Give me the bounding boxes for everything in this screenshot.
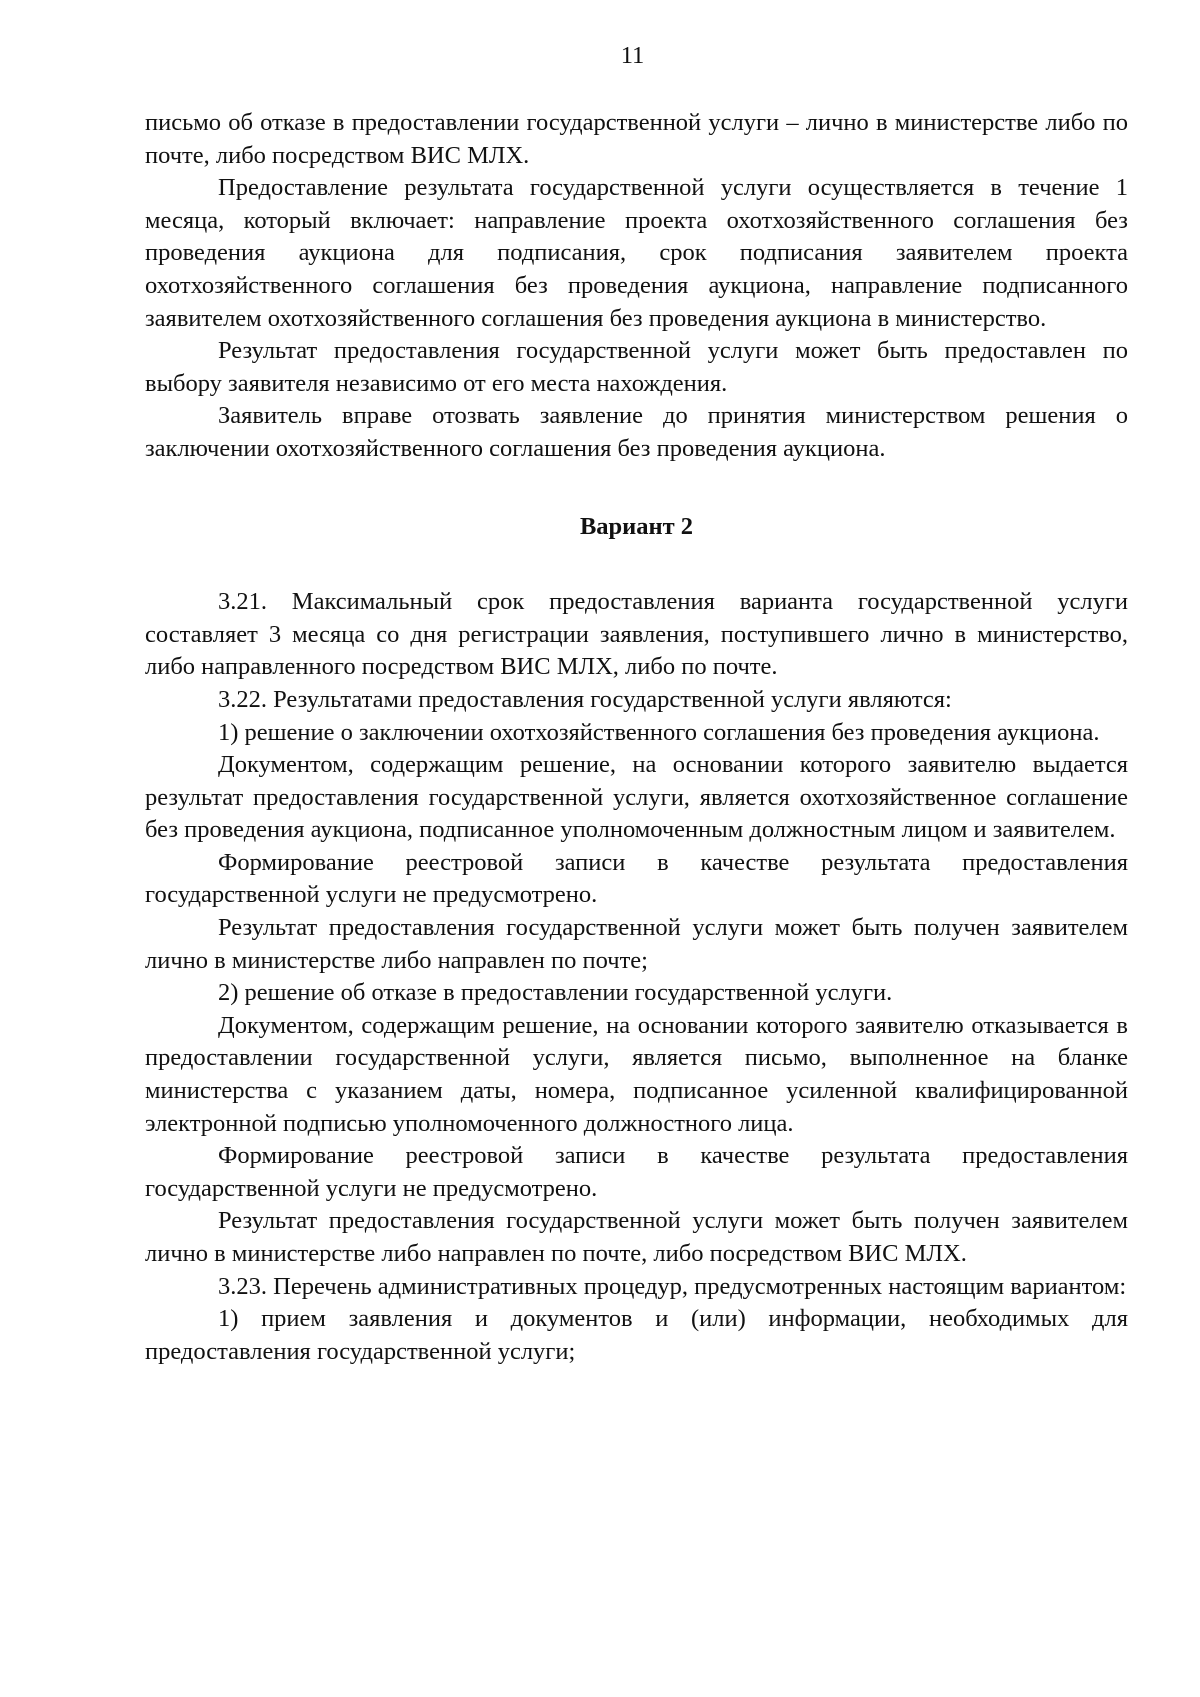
paragraph: Результат предоставления государственной услуги может быть предоставлен по выбору заявителя независимо от его места нахождения. bbox=[145, 337, 1128, 397]
paragraph: 1) прием заявления и документов и (или) информации, необходимых для предоставления государственной услуги; bbox=[145, 1305, 1128, 1365]
page-number: 11 bbox=[620, 42, 645, 69]
paragraph: 3.23. Перечень административных процедур, предусмотренных настоящим вариантом: bbox=[218, 1272, 1127, 1300]
paragraph: письмо об отказе в предоставлении государственной услуги – лично в министерстве либо по почте, либо посредством ВИС МЛХ. bbox=[145, 109, 1128, 169]
paragraph: Документом, содержащим решение, на основании которого заявителю выдается результат предоставления государственной услуги, является охотхозяйственное соглашение без проведения аукциона, подписанное уполномоченным должностным лицом и заявителем. bbox=[145, 751, 1128, 844]
document-body bbox=[145, 107, 1128, 1368]
paragraph: Результат предоставления государственной услуги может быть получен заявителем лично в министерстве либо направлен по почте, либо посредством ВИС МЛХ. bbox=[145, 1207, 1128, 1267]
paragraph: 3.22. Результатами предоставления государственной услуги являются: bbox=[218, 685, 952, 713]
paragraph: Предоставление результата государственной услуги осуществляется в течение 1 месяца, который включает: направление проекта охотхозяйственного соглашения без проведения аукциона для подписания, срок подписания заявителем проекта охотхозяйственного соглашения без проведения аукциона, направление подписанного заявителем охотхозяйственного соглашения без проведения аукциона в министерство. bbox=[145, 174, 1128, 332]
paragraph: 1) решение о заключении охотхозяйственного соглашения без проведения аукциона. bbox=[218, 718, 1100, 746]
paragraph: Результат предоставления государственной услуги может быть получен заявителем лично в министерстве либо направлен по почте; bbox=[145, 914, 1128, 974]
paragraph: Формирование реестровой записи в качестве результата предоставления государственной услуги не предусмотрено. bbox=[145, 848, 1128, 909]
paragraph: 3.21. Максимальный срок предоставления варианта государственной услуги составляет 3 месяца со дня регистрации заявления, поступившего лично в министерство, либо направленного посредством ВИС МЛХ, либо по почте. bbox=[145, 588, 1128, 681]
section-heading: Вариант 2 bbox=[579, 512, 694, 540]
paragraph: Документом, содержащим решение, на основании которого заявителю отказывается в предоставлении государственной услуги, является письмо, выполненное на бланке министерства с указанием даты, номера, подписанное усиленной квалифицированной электронной подписью уполномоченного должностного лица. bbox=[145, 1011, 1128, 1137]
paragraph: 2) решение об отказе в предоставлении государственной услуги. bbox=[218, 979, 893, 1007]
paragraph: Формирование реестровой записи в качестве результата предоставления государственной услуги не предусмотрено. bbox=[145, 1142, 1128, 1202]
paragraph: Заявитель вправе отозвать заявление до принятия министерством решения о заключении охотхозяйственного соглашения без проведения аукциона. bbox=[145, 402, 1128, 462]
